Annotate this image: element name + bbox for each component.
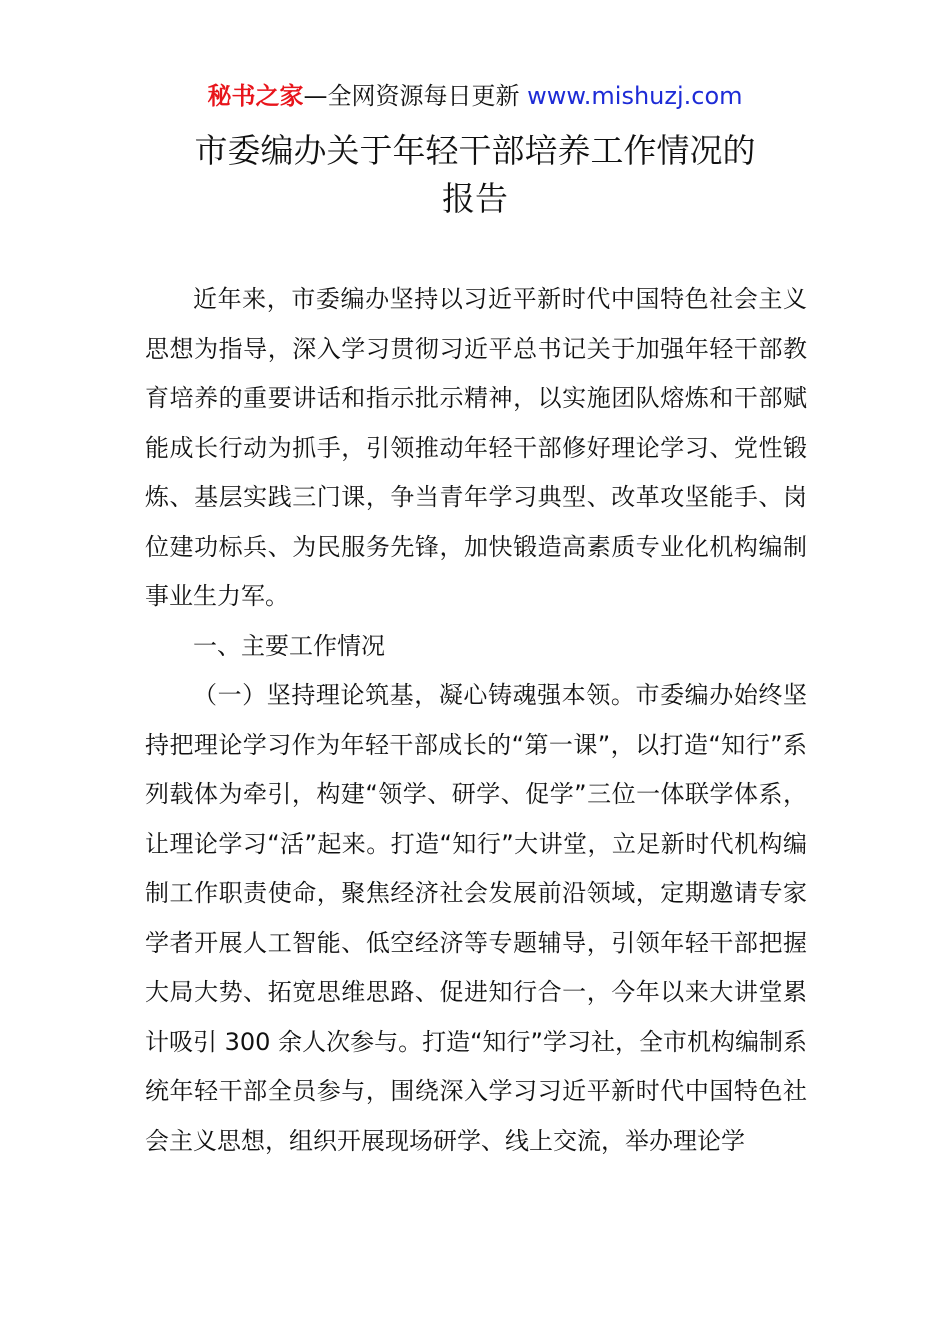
document-title-line-1: 市委编办关于年轻干部培养工作情况的 [194, 131, 756, 170]
document-title-line-2: 报告 [442, 179, 508, 218]
site-header [0, 80, 950, 112]
document-body [145, 275, 807, 1166]
site-url-link[interactable]: www.mishuzj.com [527, 82, 743, 110]
intro-paragraph: 近年来，市委编办坚持以习近平新时代中国特色社会主义思想为指导，深入学习贯彻习近平总书记关于加强年轻干部教育培养的重要讲话和指示批示精神，以实施团队熔炼和干部赋能成长行动为抓手，引领推动年轻干部修好理论学习、党性锻炼、基层实践三门课，争当青年学习典型、改革攻坚能手、岗位建功标兵、为民服务先锋，加快锻造高素质专业化机构编制事业生力军。 [145, 285, 807, 610]
site-slogan: —全网资源每日更新 [303, 82, 528, 110]
site-brand: 秘书之家 [207, 82, 304, 110]
document-title [0, 127, 950, 223]
section-heading: 一、主要工作情况 [193, 631, 385, 660]
section-paragraph: （一）坚持理论筑基，凝心铸魂强本领。市委编办始终坚持把理论学习作为年轻干部成长的“第一课”，以打造“知行”系列载体为牵引，构建“领学、研学、促学”三位一体联学体系，让理论学习“活”起来。打造“知行”大讲堂，立足新时代机构编制工作职责使命，聚焦经济社会发展前沿领域，定期邀请专家学者开展人工智能、低空经济等专题辅导，引领年轻干部把握大局大势、拓宽思维思路、促进知行合一，今年以来大讲堂累计吸引 300 余人次参与。打造“知行”学习社，全市机构编制系统年轻干部全员参与，围绕深入学习习近平新时代中国特色社会主义思想，组织开展现场研学、线上交流，举办理论学 [145, 681, 807, 1155]
